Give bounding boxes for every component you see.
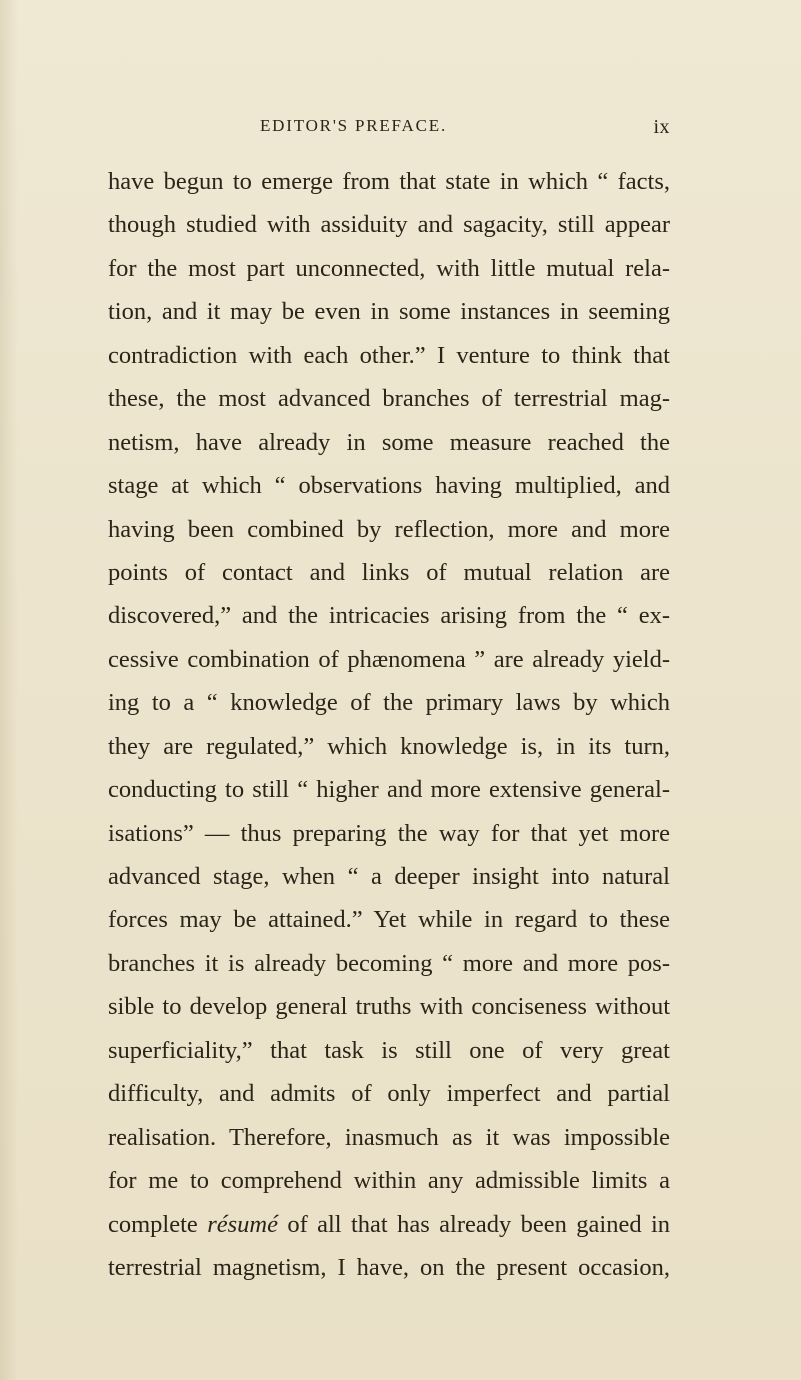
text-line: tion, and it may be even in some instances in seeming — [108, 298, 670, 326]
page-number: ix — [653, 116, 670, 138]
text-line: they are regulated,” which knowledge is, in its turn, — [108, 732, 670, 760]
text-line: discovered,” and the intricacies arising from the “ ex- — [108, 602, 670, 630]
text-segment: of all that has already been gained in — [277, 1210, 671, 1238]
text-line: have begun to emerge from that state in which “ facts, — [108, 168, 670, 195]
text-line: difficulty, and admits of only imperfect and partial — [108, 1080, 670, 1108]
text-line: having been combined by reflection, more and more — [108, 515, 670, 543]
text-line: terrestrial magnetism, I have, on the present occasion, — [108, 1253, 670, 1281]
text-line: superficiality,” that task is still one of very great — [108, 1036, 670, 1064]
text-line: isations” — thus preparing the way for that yet more — [108, 819, 670, 847]
text-line: advanced stage, when “ a deeper insight into natural — [108, 863, 670, 890]
text-line: for the most part unconnected, with little mutual rela- — [108, 254, 670, 282]
running-head — [110, 116, 670, 146]
text-line: ing to a “ knowledge of the primary laws by which — [108, 689, 670, 717]
text-line: forces may be attained.” Yet while in regard to these — [108, 906, 670, 934]
italic-term: résumé — [207, 1210, 278, 1238]
body-text — [108, 160, 670, 1289]
text-line: branches it is already becoming “ more and more pos- — [108, 949, 670, 977]
text-line: conducting to still “ higher and more extensive general- — [108, 776, 670, 804]
text-line: these, the most advanced branches of terrestrial mag- — [108, 385, 670, 413]
running-title: EDITOR'S PREFACE. — [260, 116, 448, 135]
text-line: stage at which “ observations having multiplied, and — [108, 472, 670, 500]
text-line: though studied with assiduity and sagacity, still appear — [108, 211, 670, 239]
text-line: netism, have already in some measure reached the — [108, 428, 670, 456]
text-line: points of contact and links of mutual relation are — [108, 558, 670, 586]
text-line-resume — [108, 1203, 670, 1246]
text-line: cessive combination of phænomena ” are already yield- — [108, 645, 670, 673]
text-line: realisation. Therefore, inasmuch as it was impossible — [108, 1123, 670, 1151]
text-line: for me to comprehend within any admissible limits a — [108, 1167, 670, 1195]
text-line: sible to develop general truths with conciseness without — [108, 993, 670, 1021]
text-line: contradiction with each other.” I venture to think that — [108, 341, 670, 369]
text-segment: complete — [108, 1210, 208, 1238]
